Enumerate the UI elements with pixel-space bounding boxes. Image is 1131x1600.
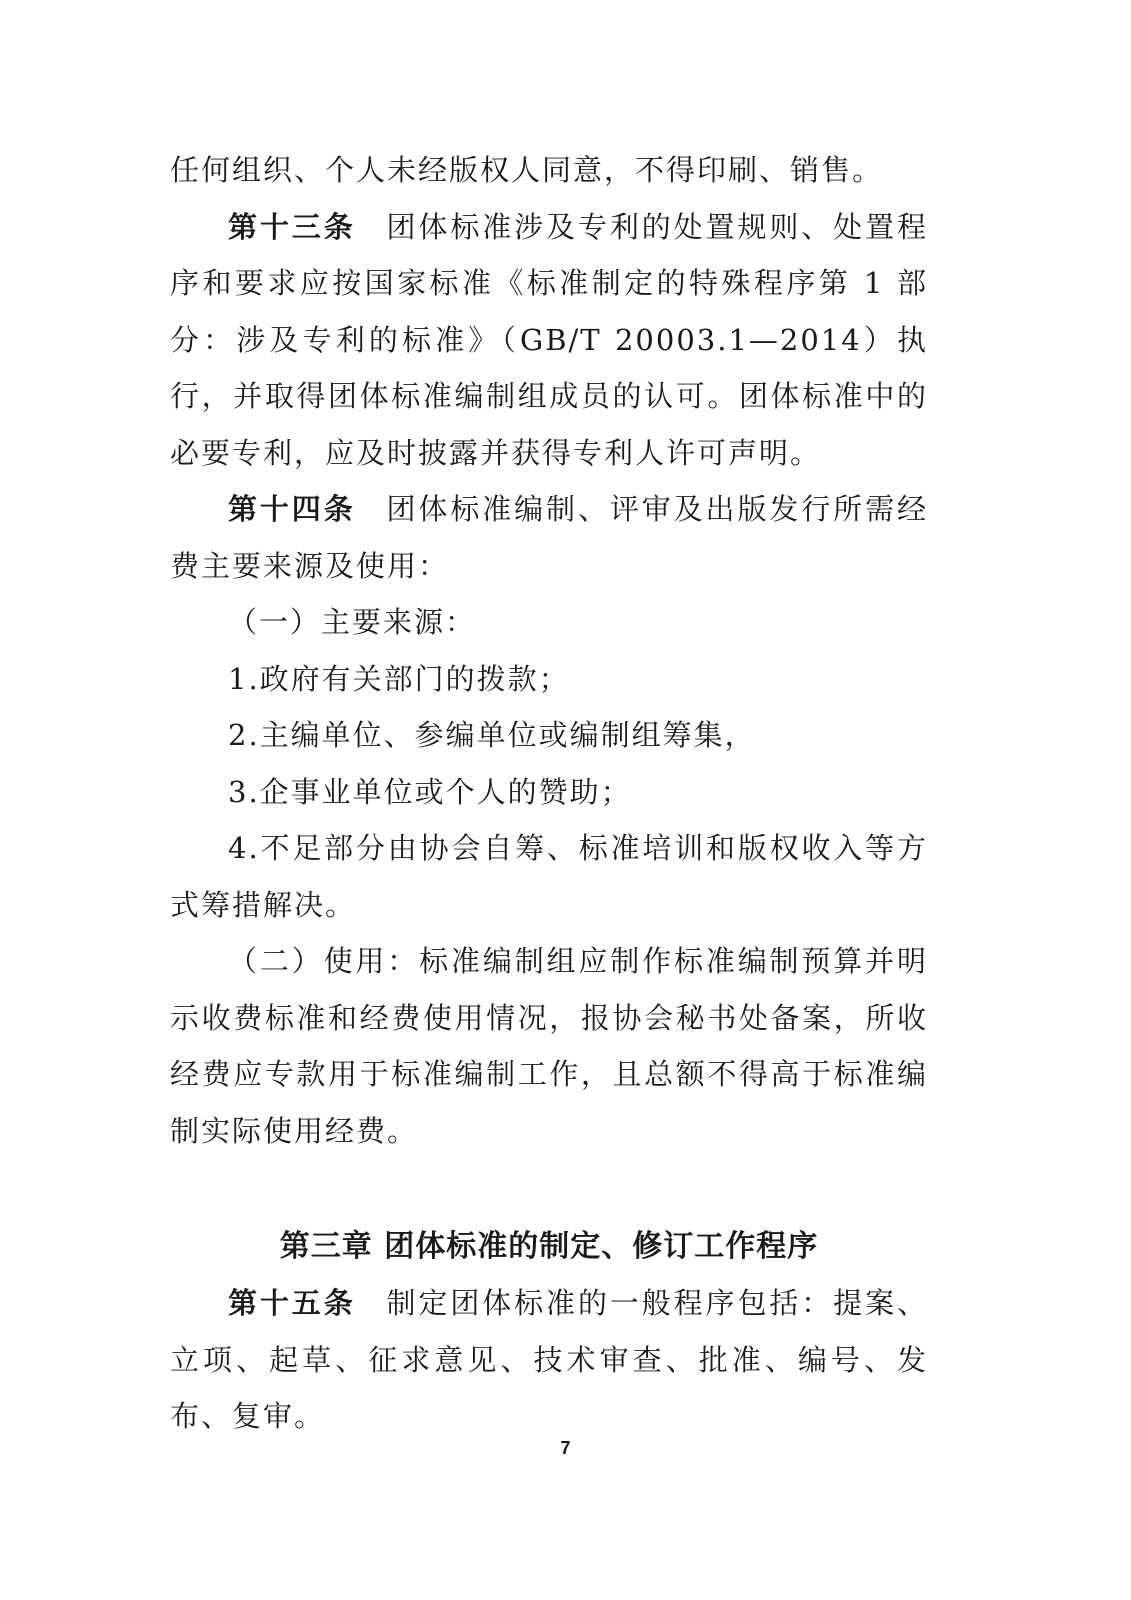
paragraph-copyright: 任何组织、个人未经版权人同意，不得印刷、销售。 [170,153,884,187]
list-item-3: 3.企事业单位或个人的赞助； [228,774,632,809]
article-number-15: 第十五条 [228,1286,356,1320]
paragraph-article-14 [170,481,928,594]
list-item-2: 2.主编单位、参编单位或编制组筹集， [228,718,756,752]
document-body [170,142,928,1445]
list-item-4: 4.不足部分由协会自筹、标准培训和版权收入等方式筹措解决。 [170,831,928,922]
list-item-1: 1.政府有关部门的拨款； [228,661,570,696]
article-14-text: 团体标准编制、评审及出版发行所需经费主要来源及使用： [170,492,928,583]
article-number-13: 第十三条 [228,209,356,244]
paragraph-article-13 [170,199,928,482]
article-15-text: 制定团体标准的一般程序包括：提案、立项、起草、征求意见、技术审查、批准、编号、发布、复审。 [170,1286,928,1433]
paragraph-funding-sources: （一）主要来源： [228,605,477,639]
article-number-14: 第十四条 [228,492,356,526]
paragraph-funding-usage: （二）使用：标准编制组应制作标准编制预算并明示收费标准和经费使用情况，报协会秘书处备案，所收经费应专款用于标准编制工作，且总额不得高于标准编制实际使用经费。 [170,944,928,1148]
chapter-title: 第三章 团体标准的制定、修订工作程序 [279,1229,819,1264]
paragraph-article-15 [170,1275,928,1445]
page-number: 7 [560,1438,571,1458]
article-13-text: 团体标准涉及专利的处置规则、处置程序和要求应按国家标准《标准制定的特殊程序第 1 部分：涉及专利的标准》（GB/T 20003.1—2014）执行，并取得团体标准编制组成员的认可。团体标准中的必要专利，应及时披露并获得专利人许可声明。 [170,209,928,470]
